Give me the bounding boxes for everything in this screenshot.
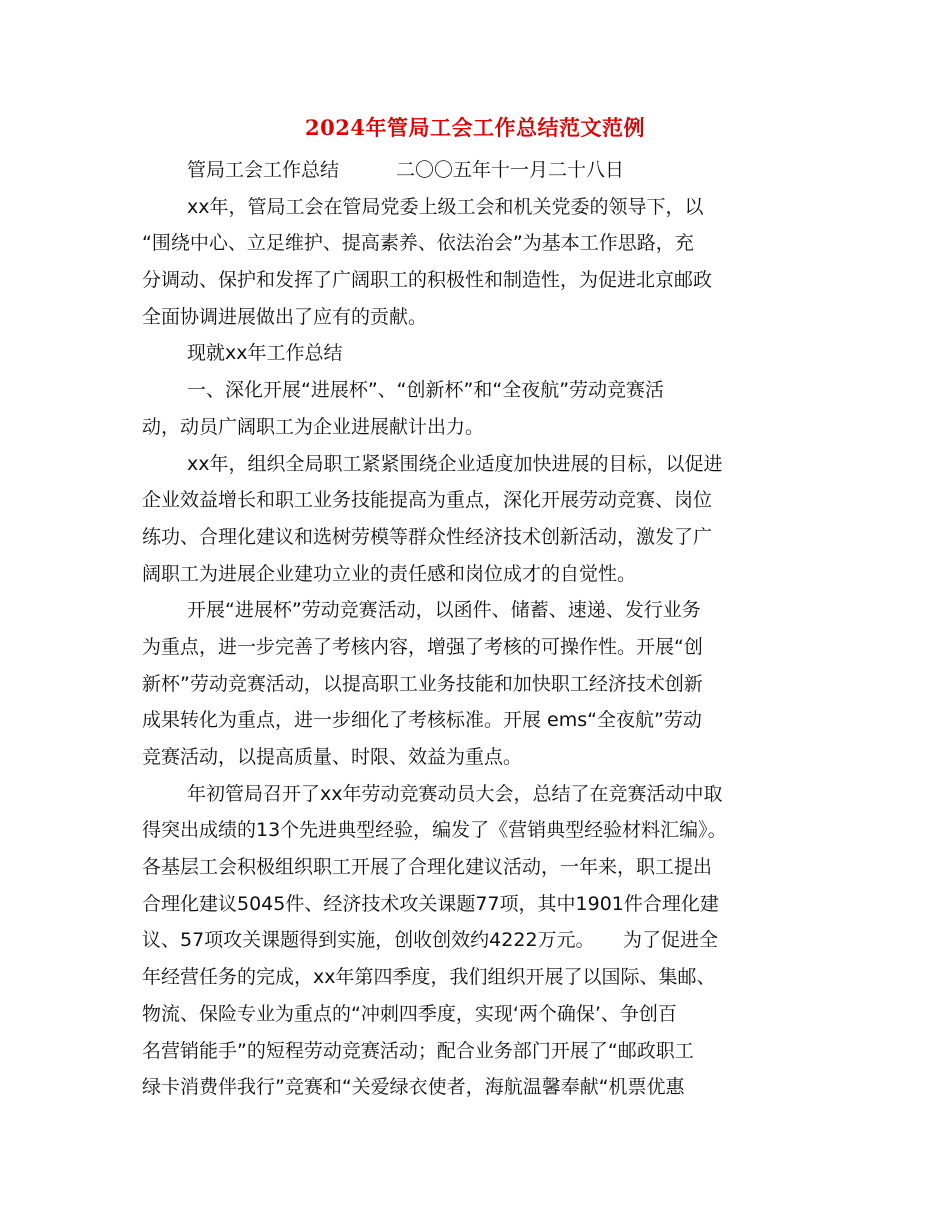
- text-line: 阔职工为进展企业建功立业的责任感和岗位成才的自觉性。: [142, 562, 637, 585]
- text-line: 年初管局召开了xx年劳动竞赛动员大会，总结了在竞赛活动中取: [187, 782, 723, 805]
- text-line: 各基层工会积极组织职工开展了合理化建议活动，一年来，职工提出: [142, 856, 713, 879]
- text-line: 竞赛活动，以提高质量、时限、效益为重点。: [142, 746, 523, 768]
- text-line: 议、57项攻关课题得到实施，创收创效约4222万元。 为了促进全: [142, 929, 719, 952]
- text-line: xx年，组织全局职工紧紧围绕企业适度加快进展的目标，以促进: [187, 452, 723, 475]
- text-line: 全面协调进展做出了应有的贡献。: [142, 305, 428, 328]
- text-line: 为重点，进一步完善了考核内容，增强了考核的可操作性。开展“创: [142, 635, 703, 658]
- text-line: 管局工会工作总结 二〇〇五年十一月二十八日: [187, 159, 625, 181]
- text-line: 绿卡消费伴我行”竞赛和“关爱绿衣使者，海航温馨奉献“机票优惠: [142, 1076, 685, 1099]
- text-line: 现就xx年工作总结: [187, 342, 343, 365]
- text-line: 动，动员广阔职工为企业进展献计出力。: [142, 415, 485, 438]
- text-line: 练功、合理化建议和选树劳模等群众性经济技术创新活动，激发了广: [142, 525, 713, 548]
- text-line: 合理化建议5045件、经济技术攻关课题77项，其中1901件合理化建: [142, 892, 719, 915]
- text-line: 开展“进展杯”劳动竞赛活动，以函件、储蓄、速递、发行业务: [187, 599, 701, 622]
- text-line: xx年，管局工会在管局党委上级工会和机关党委的领导下，以: [187, 195, 704, 218]
- text-line: 名营销能手”的短程劳动竞赛活动；配合业务部门开展了“邮政职工: [142, 1039, 694, 1062]
- document-body: [142, 152, 812, 1106]
- text-line: 成果转化为重点，进一步细化了考核标准。开展 ems“全夜航”劳动: [142, 709, 702, 732]
- text-line: 得突出成绩的13个先进典型经验，编发了《营销典型经验材料汇编》。: [142, 819, 727, 842]
- document-title: 2024年管局工会工作总结范文范例: [305, 115, 645, 140]
- text-line: 年经营任务的完成，xx年第四季度，我们组织开展了以国际、集邮、: [142, 966, 716, 989]
- text-line: 一、深化开展“进展杯”、“创新杯”和“全夜航”劳动竞赛活: [187, 379, 665, 402]
- text-line: “围绕中心、立足维护、提高素养、依法治会”为基本工作思路，充: [142, 232, 694, 255]
- text-line: 企业效益增长和职工业务技能提高为重点，深化开展劳动竞赛、岗位: [142, 489, 713, 512]
- text-line: 物流、保险专业为重点的“冲刺四季度，实现‘两个确保’、争创百: [142, 1002, 677, 1025]
- text-line: 分调动、保护和发挥了广阔职工的积极性和制造性，为促进北京邮政: [142, 269, 713, 292]
- text-line: 新杯”劳动竞赛活动，以提高职工业务技能和加快职工经济技术创新: [142, 672, 703, 695]
